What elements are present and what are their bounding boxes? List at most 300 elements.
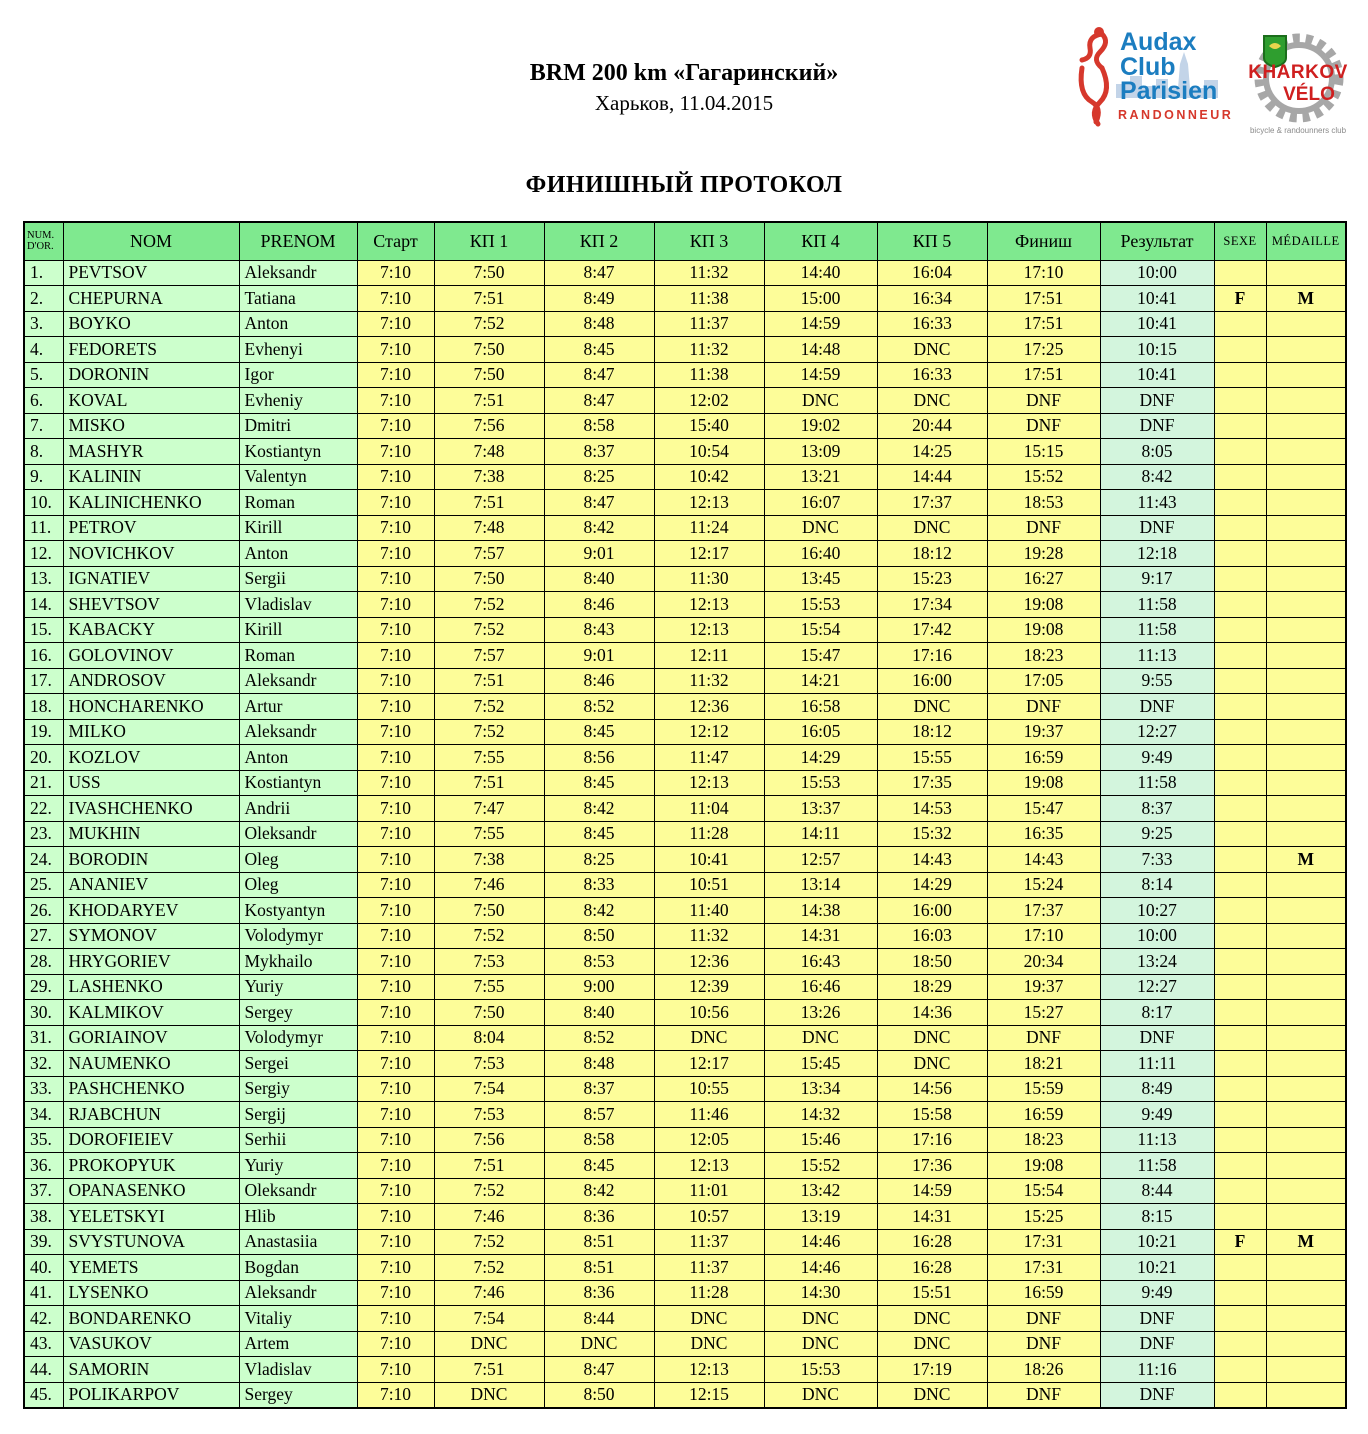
cell-nom: YEMETS (63, 1255, 239, 1281)
cell-finish: 19:08 (987, 617, 1100, 643)
table-row (24, 311, 1346, 337)
cell-sexe (1214, 1306, 1266, 1332)
cell-nom: KOZLOV (63, 745, 239, 771)
cell-kp3: 11:37 (654, 1229, 764, 1255)
cell-num: 5. (24, 362, 63, 388)
cell-start: 7:10 (357, 1000, 434, 1026)
cell-start: 7:10 (357, 745, 434, 771)
cell-medaille (1266, 311, 1346, 337)
cell-kp4: 15:53 (764, 770, 877, 796)
cell-sexe (1214, 388, 1266, 414)
cell-kp2: 8:45 (544, 1153, 654, 1179)
column-header-start: Старт (357, 222, 434, 260)
cell-num: 30. (24, 1000, 63, 1026)
cell-num: 7. (24, 413, 63, 439)
cell-start: 7:10 (357, 1357, 434, 1383)
cell-start: 7:10 (357, 1255, 434, 1281)
table-row (24, 1357, 1346, 1383)
cell-sexe (1214, 872, 1266, 898)
cell-num: 17. (24, 668, 63, 694)
cell-medaille (1266, 388, 1346, 414)
cell-medaille (1266, 1000, 1346, 1026)
cell-num: 41. (24, 1280, 63, 1306)
cell-medaille: M (1266, 1229, 1346, 1255)
table-row (24, 1382, 1346, 1408)
cell-kp2: 8:45 (544, 821, 654, 847)
cell-finish: 17:25 (987, 337, 1100, 363)
cell-result: 11:16 (1100, 1357, 1214, 1383)
cell-start: 7:10 (357, 1051, 434, 1077)
cell-kp3: 12:13 (654, 592, 764, 618)
cell-sexe (1214, 1127, 1266, 1153)
cell-sexe (1214, 439, 1266, 465)
cell-kp2: 8:51 (544, 1255, 654, 1281)
cell-kp5: 17:36 (877, 1153, 987, 1179)
cell-result: 8:37 (1100, 796, 1214, 822)
cell-kp1: 7:52 (434, 311, 544, 337)
cell-num: 32. (24, 1051, 63, 1077)
cell-kp4: 14:29 (764, 745, 877, 771)
cell-start: 7:10 (357, 1229, 434, 1255)
cell-nom: FEDORETS (63, 337, 239, 363)
cell-medaille: M (1266, 847, 1346, 873)
cell-finish: 19:37 (987, 974, 1100, 1000)
cell-kp4: 14:11 (764, 821, 877, 847)
cell-start: 7:10 (357, 719, 434, 745)
table-row (24, 949, 1346, 975)
cell-nom: CHEPURNA (63, 286, 239, 312)
cell-result: 10:27 (1100, 898, 1214, 924)
cell-prenom: Aleksandr (239, 260, 357, 286)
cell-kp5: 16:34 (877, 286, 987, 312)
cell-kp1: 7:51 (434, 1357, 544, 1383)
cell-num: 38. (24, 1204, 63, 1230)
cell-result: 8:17 (1100, 1000, 1214, 1026)
cell-prenom: Volodymyr (239, 923, 357, 949)
cell-prenom: Vitaliy (239, 1306, 357, 1332)
cell-num: 27. (24, 923, 63, 949)
cell-kp3: 12:11 (654, 643, 764, 669)
cell-result: 7:33 (1100, 847, 1214, 873)
cell-prenom: Kostiantyn (239, 439, 357, 465)
cell-start: 7:10 (357, 1127, 434, 1153)
cell-sexe (1214, 1178, 1266, 1204)
cell-kp4: 14:32 (764, 1102, 877, 1128)
cell-start: 7:10 (357, 541, 434, 567)
cell-start: 7:10 (357, 796, 434, 822)
table-row (24, 923, 1346, 949)
cell-start: 7:10 (357, 413, 434, 439)
cell-sexe (1214, 1255, 1266, 1281)
cell-prenom: Aleksandr (239, 719, 357, 745)
cell-num: 11. (24, 515, 63, 541)
cell-start: 7:10 (357, 439, 434, 465)
cell-kp2: 8:50 (544, 1382, 654, 1408)
cell-prenom: Kostiantyn (239, 770, 357, 796)
cell-kp1: 7:51 (434, 490, 544, 516)
cell-kp4: 16:43 (764, 949, 877, 975)
cell-nom: YELETSKYI (63, 1204, 239, 1230)
cell-sexe (1214, 668, 1266, 694)
cell-finish: 15:59 (987, 1076, 1100, 1102)
cell-kp4: 14:46 (764, 1255, 877, 1281)
cell-kp3: 12:05 (654, 1127, 764, 1153)
cell-kp4: 14:38 (764, 898, 877, 924)
table-row (24, 617, 1346, 643)
cell-kp5: 16:00 (877, 898, 987, 924)
cell-medaille (1266, 566, 1346, 592)
cell-medaille (1266, 260, 1346, 286)
cell-nom: GOLOVINOV (63, 643, 239, 669)
cell-kp5: 14:29 (877, 872, 987, 898)
cell-num: 34. (24, 1102, 63, 1128)
cell-num: 4. (24, 337, 63, 363)
cell-prenom: Anastasiia (239, 1229, 357, 1255)
cell-finish: 17:51 (987, 362, 1100, 388)
cell-finish: 14:43 (987, 847, 1100, 873)
table-row (24, 1000, 1346, 1026)
cell-result: 9:55 (1100, 668, 1214, 694)
cell-kp3: 10:54 (654, 439, 764, 465)
cell-kp3: 10:56 (654, 1000, 764, 1026)
cell-prenom: Vladislav (239, 1357, 357, 1383)
table-row (24, 668, 1346, 694)
cell-kp1: 7:52 (434, 923, 544, 949)
cell-kp4: 13:19 (764, 1204, 877, 1230)
cell-finish: 19:08 (987, 1153, 1100, 1179)
cell-start: 7:10 (357, 311, 434, 337)
cell-num: 31. (24, 1025, 63, 1051)
cell-kp5: 17:37 (877, 490, 987, 516)
cell-kp4: 16:58 (764, 694, 877, 720)
table-row (24, 439, 1346, 465)
cell-kp4: 15:53 (764, 1357, 877, 1383)
cell-medaille (1266, 1153, 1346, 1179)
cell-start: 7:10 (357, 847, 434, 873)
cell-num: 40. (24, 1255, 63, 1281)
cell-kp3: 12:13 (654, 1357, 764, 1383)
cell-result: DNF (1100, 694, 1214, 720)
cell-num: 3. (24, 311, 63, 337)
acp-logo-text (1120, 30, 1217, 104)
cell-kp5: DNC (877, 694, 987, 720)
cell-num: 23. (24, 821, 63, 847)
table-row (24, 643, 1346, 669)
cell-finish: 15:27 (987, 1000, 1100, 1026)
cell-sexe (1214, 821, 1266, 847)
cell-finish: 15:52 (987, 464, 1100, 490)
cell-nom: GORIAINOV (63, 1025, 239, 1051)
cell-medaille (1266, 949, 1346, 975)
cell-kp2: 8:25 (544, 847, 654, 873)
cell-medaille (1266, 898, 1346, 924)
cell-kp3: DNC (654, 1025, 764, 1051)
cell-kp3: 12:13 (654, 770, 764, 796)
cell-finish: 16:59 (987, 1280, 1100, 1306)
cell-prenom: Mykhailo (239, 949, 357, 975)
cell-num: 15. (24, 617, 63, 643)
cell-result: DNF (1100, 413, 1214, 439)
cell-nom: ANDROSOV (63, 668, 239, 694)
cell-kp2: 8:47 (544, 260, 654, 286)
cell-medaille (1266, 923, 1346, 949)
cell-finish: 18:53 (987, 490, 1100, 516)
cell-kp3: 11:38 (654, 362, 764, 388)
cell-medaille (1266, 541, 1346, 567)
cell-kp2: 9:01 (544, 541, 654, 567)
cell-finish: DNF (987, 413, 1100, 439)
cell-result: 8:15 (1100, 1204, 1214, 1230)
column-header-finish: Финиш (987, 222, 1100, 260)
cell-finish: 15:47 (987, 796, 1100, 822)
cell-kp2: 8:45 (544, 337, 654, 363)
cell-nom: MASHYR (63, 439, 239, 465)
cell-kp4: 19:02 (764, 413, 877, 439)
cell-prenom: Aleksandr (239, 668, 357, 694)
cell-prenom: Roman (239, 643, 357, 669)
cell-medaille: M (1266, 286, 1346, 312)
cell-kp2: 8:48 (544, 311, 654, 337)
table-row (24, 515, 1346, 541)
cell-kp1: 7:56 (434, 1127, 544, 1153)
cell-kp5: 16:04 (877, 260, 987, 286)
cell-prenom: Vladislav (239, 592, 357, 618)
cell-medaille (1266, 668, 1346, 694)
cell-medaille (1266, 974, 1346, 1000)
cell-kp3: 11:32 (654, 668, 764, 694)
cell-medaille (1266, 821, 1346, 847)
cell-result: 9:25 (1100, 821, 1214, 847)
cell-kp3: 15:40 (654, 413, 764, 439)
cell-num: 13. (24, 566, 63, 592)
cell-kp2: 8:44 (544, 1306, 654, 1332)
cell-kp4: 14:31 (764, 923, 877, 949)
cell-result: 10:21 (1100, 1255, 1214, 1281)
cell-kp1: 7:50 (434, 566, 544, 592)
cell-sexe (1214, 592, 1266, 618)
cell-sexe (1214, 1153, 1266, 1179)
cell-num: 24. (24, 847, 63, 873)
cell-kp4: 15:53 (764, 592, 877, 618)
cell-nom: SYMONOV (63, 923, 239, 949)
cell-prenom: Sergey (239, 1000, 357, 1026)
cell-kp1: DNC (434, 1331, 544, 1357)
cell-kp1: 7:51 (434, 770, 544, 796)
cell-result: DNF (1100, 515, 1214, 541)
cell-kp5: DNC (877, 1331, 987, 1357)
table-row (24, 1280, 1346, 1306)
cell-kp1: 7:52 (434, 694, 544, 720)
cell-start: 7:10 (357, 1153, 434, 1179)
cell-kp3: 11:32 (654, 337, 764, 363)
cell-num: 14. (24, 592, 63, 618)
table-row (24, 694, 1346, 720)
cell-nom: IGNATIEV (63, 566, 239, 592)
cell-kp1: 7:51 (434, 388, 544, 414)
cell-prenom: Anton (239, 745, 357, 771)
cell-kp2: 8:25 (544, 464, 654, 490)
cell-kp2: 9:01 (544, 643, 654, 669)
cell-kp5: DNC (877, 515, 987, 541)
cell-sexe (1214, 1382, 1266, 1408)
cell-kp2: 8:40 (544, 1000, 654, 1026)
cell-medaille (1266, 413, 1346, 439)
cell-prenom: Yuriy (239, 974, 357, 1000)
cell-finish: 15:24 (987, 872, 1100, 898)
cell-nom: USS (63, 770, 239, 796)
cell-kp4: 14:46 (764, 1229, 877, 1255)
cell-medaille (1266, 643, 1346, 669)
cell-finish: 17:51 (987, 311, 1100, 337)
cell-kp2: 8:52 (544, 1025, 654, 1051)
cell-sexe (1214, 1357, 1266, 1383)
cell-start: 7:10 (357, 1280, 434, 1306)
cell-prenom: Artem (239, 1331, 357, 1357)
cell-kp1: 7:52 (434, 719, 544, 745)
cell-kp4: DNC (764, 515, 877, 541)
cell-kp2: 8:42 (544, 898, 654, 924)
table-row (24, 770, 1346, 796)
cell-finish: 17:10 (987, 260, 1100, 286)
cell-kp4: 14:40 (764, 260, 877, 286)
cell-kp3: 12:17 (654, 1051, 764, 1077)
column-header-sexe: SEXE (1214, 222, 1266, 260)
acp-word-3: Parisien (1120, 77, 1218, 105)
cell-num: 22. (24, 796, 63, 822)
cell-result: 10:00 (1100, 923, 1214, 949)
cell-kp2: 8:56 (544, 745, 654, 771)
cell-sexe (1214, 745, 1266, 771)
table-row (24, 1229, 1346, 1255)
cell-result: 8:42 (1100, 464, 1214, 490)
cell-kp4: 13:21 (764, 464, 877, 490)
cell-prenom: Serhii (239, 1127, 357, 1153)
cell-medaille (1266, 337, 1346, 363)
cell-kp4: 16:46 (764, 974, 877, 1000)
cell-kp1: 7:55 (434, 821, 544, 847)
cell-finish: 18:23 (987, 643, 1100, 669)
cell-finish: 17:51 (987, 286, 1100, 312)
header-logos (1072, 24, 1350, 142)
cell-medaille (1266, 1331, 1346, 1357)
cell-sexe (1214, 311, 1266, 337)
cell-kp4: 13:37 (764, 796, 877, 822)
cell-kp4: DNC (764, 388, 877, 414)
cell-kp2: 8:36 (544, 1204, 654, 1230)
cell-kp4: 14:48 (764, 337, 877, 363)
cell-kp3: 12:17 (654, 541, 764, 567)
column-header-result: Результат (1100, 222, 1214, 260)
cell-kp5: 18:12 (877, 541, 987, 567)
cell-result: 8:44 (1100, 1178, 1214, 1204)
cell-sexe (1214, 1025, 1266, 1051)
cell-prenom: Aleksandr (239, 1280, 357, 1306)
cell-sexe (1214, 694, 1266, 720)
cell-medaille (1266, 1051, 1346, 1077)
table-row (24, 286, 1346, 312)
cell-start: 7:10 (357, 337, 434, 363)
cell-prenom: Sergei (239, 1051, 357, 1077)
cell-start: 7:10 (357, 643, 434, 669)
cell-sexe (1214, 337, 1266, 363)
table-row (24, 1051, 1346, 1077)
cell-kp2: 8:33 (544, 872, 654, 898)
cell-kp5: DNC (877, 1306, 987, 1332)
cell-medaille (1266, 872, 1346, 898)
cell-kp2: 8:43 (544, 617, 654, 643)
cell-finish: 17:31 (987, 1255, 1100, 1281)
cell-kp4: 13:42 (764, 1178, 877, 1204)
cell-kp2: 8:47 (544, 490, 654, 516)
cell-kp4: DNC (764, 1025, 877, 1051)
cell-start: 7:10 (357, 592, 434, 618)
cell-finish: DNF (987, 1331, 1100, 1357)
cell-kp5: 18:50 (877, 949, 987, 975)
cell-result: 11:58 (1100, 1153, 1214, 1179)
event-subtitle: Харьков, 11.04.2015 (594, 91, 774, 115)
cell-start: 7:10 (357, 694, 434, 720)
cell-finish: 19:08 (987, 770, 1100, 796)
cell-kp1: 8:04 (434, 1025, 544, 1051)
cell-prenom: Igor (239, 362, 357, 388)
cell-num: 21. (24, 770, 63, 796)
cell-kp5: 15:58 (877, 1102, 987, 1128)
cell-finish: 17:37 (987, 898, 1100, 924)
cell-sexe (1214, 1204, 1266, 1230)
cell-prenom: Andrii (239, 796, 357, 822)
cell-kp3: 11:47 (654, 745, 764, 771)
cell-kp4: 16:40 (764, 541, 877, 567)
cell-start: 7:10 (357, 1025, 434, 1051)
table-row (24, 1025, 1346, 1051)
cell-kp3: 12:13 (654, 1153, 764, 1179)
cell-nom: RJABCHUN (63, 1102, 239, 1128)
cell-sexe (1214, 796, 1266, 822)
cell-num: 29. (24, 974, 63, 1000)
cell-nom: SHEVTSOV (63, 592, 239, 618)
kharkov-logo-tagline: bicycle & randounners club (1249, 126, 1347, 135)
cell-finish: 19:08 (987, 592, 1100, 618)
cell-finish: 15:25 (987, 1204, 1100, 1230)
cell-sexe (1214, 617, 1266, 643)
table-row (24, 362, 1346, 388)
cell-kp4: 15:45 (764, 1051, 877, 1077)
cell-kp2: 8:49 (544, 286, 654, 312)
cell-result: 11:11 (1100, 1051, 1214, 1077)
cell-kp3: 10:51 (654, 872, 764, 898)
cell-finish: 18:21 (987, 1051, 1100, 1077)
cell-medaille (1266, 464, 1346, 490)
cell-kp5: 14:25 (877, 439, 987, 465)
cell-kp4: 14:30 (764, 1280, 877, 1306)
column-header-kp4: КП 4 (764, 222, 877, 260)
cell-kp4: 14:21 (764, 668, 877, 694)
cell-result: 10:00 (1100, 260, 1214, 286)
cell-start: 7:10 (357, 898, 434, 924)
cell-kp2: 8:47 (544, 1357, 654, 1383)
cell-kp4: 15:46 (764, 1127, 877, 1153)
cell-finish: 18:23 (987, 1127, 1100, 1153)
cell-kp5: DNC (877, 1051, 987, 1077)
cell-kp1: 7:52 (434, 1178, 544, 1204)
cell-kp5: 18:29 (877, 974, 987, 1000)
cell-kp3: DNC (654, 1331, 764, 1357)
cell-kp5: 16:28 (877, 1255, 987, 1281)
cell-medaille (1266, 719, 1346, 745)
cell-kp3: 12:13 (654, 617, 764, 643)
cell-kp2: 8:53 (544, 949, 654, 975)
cell-prenom: Kostyantyn (239, 898, 357, 924)
